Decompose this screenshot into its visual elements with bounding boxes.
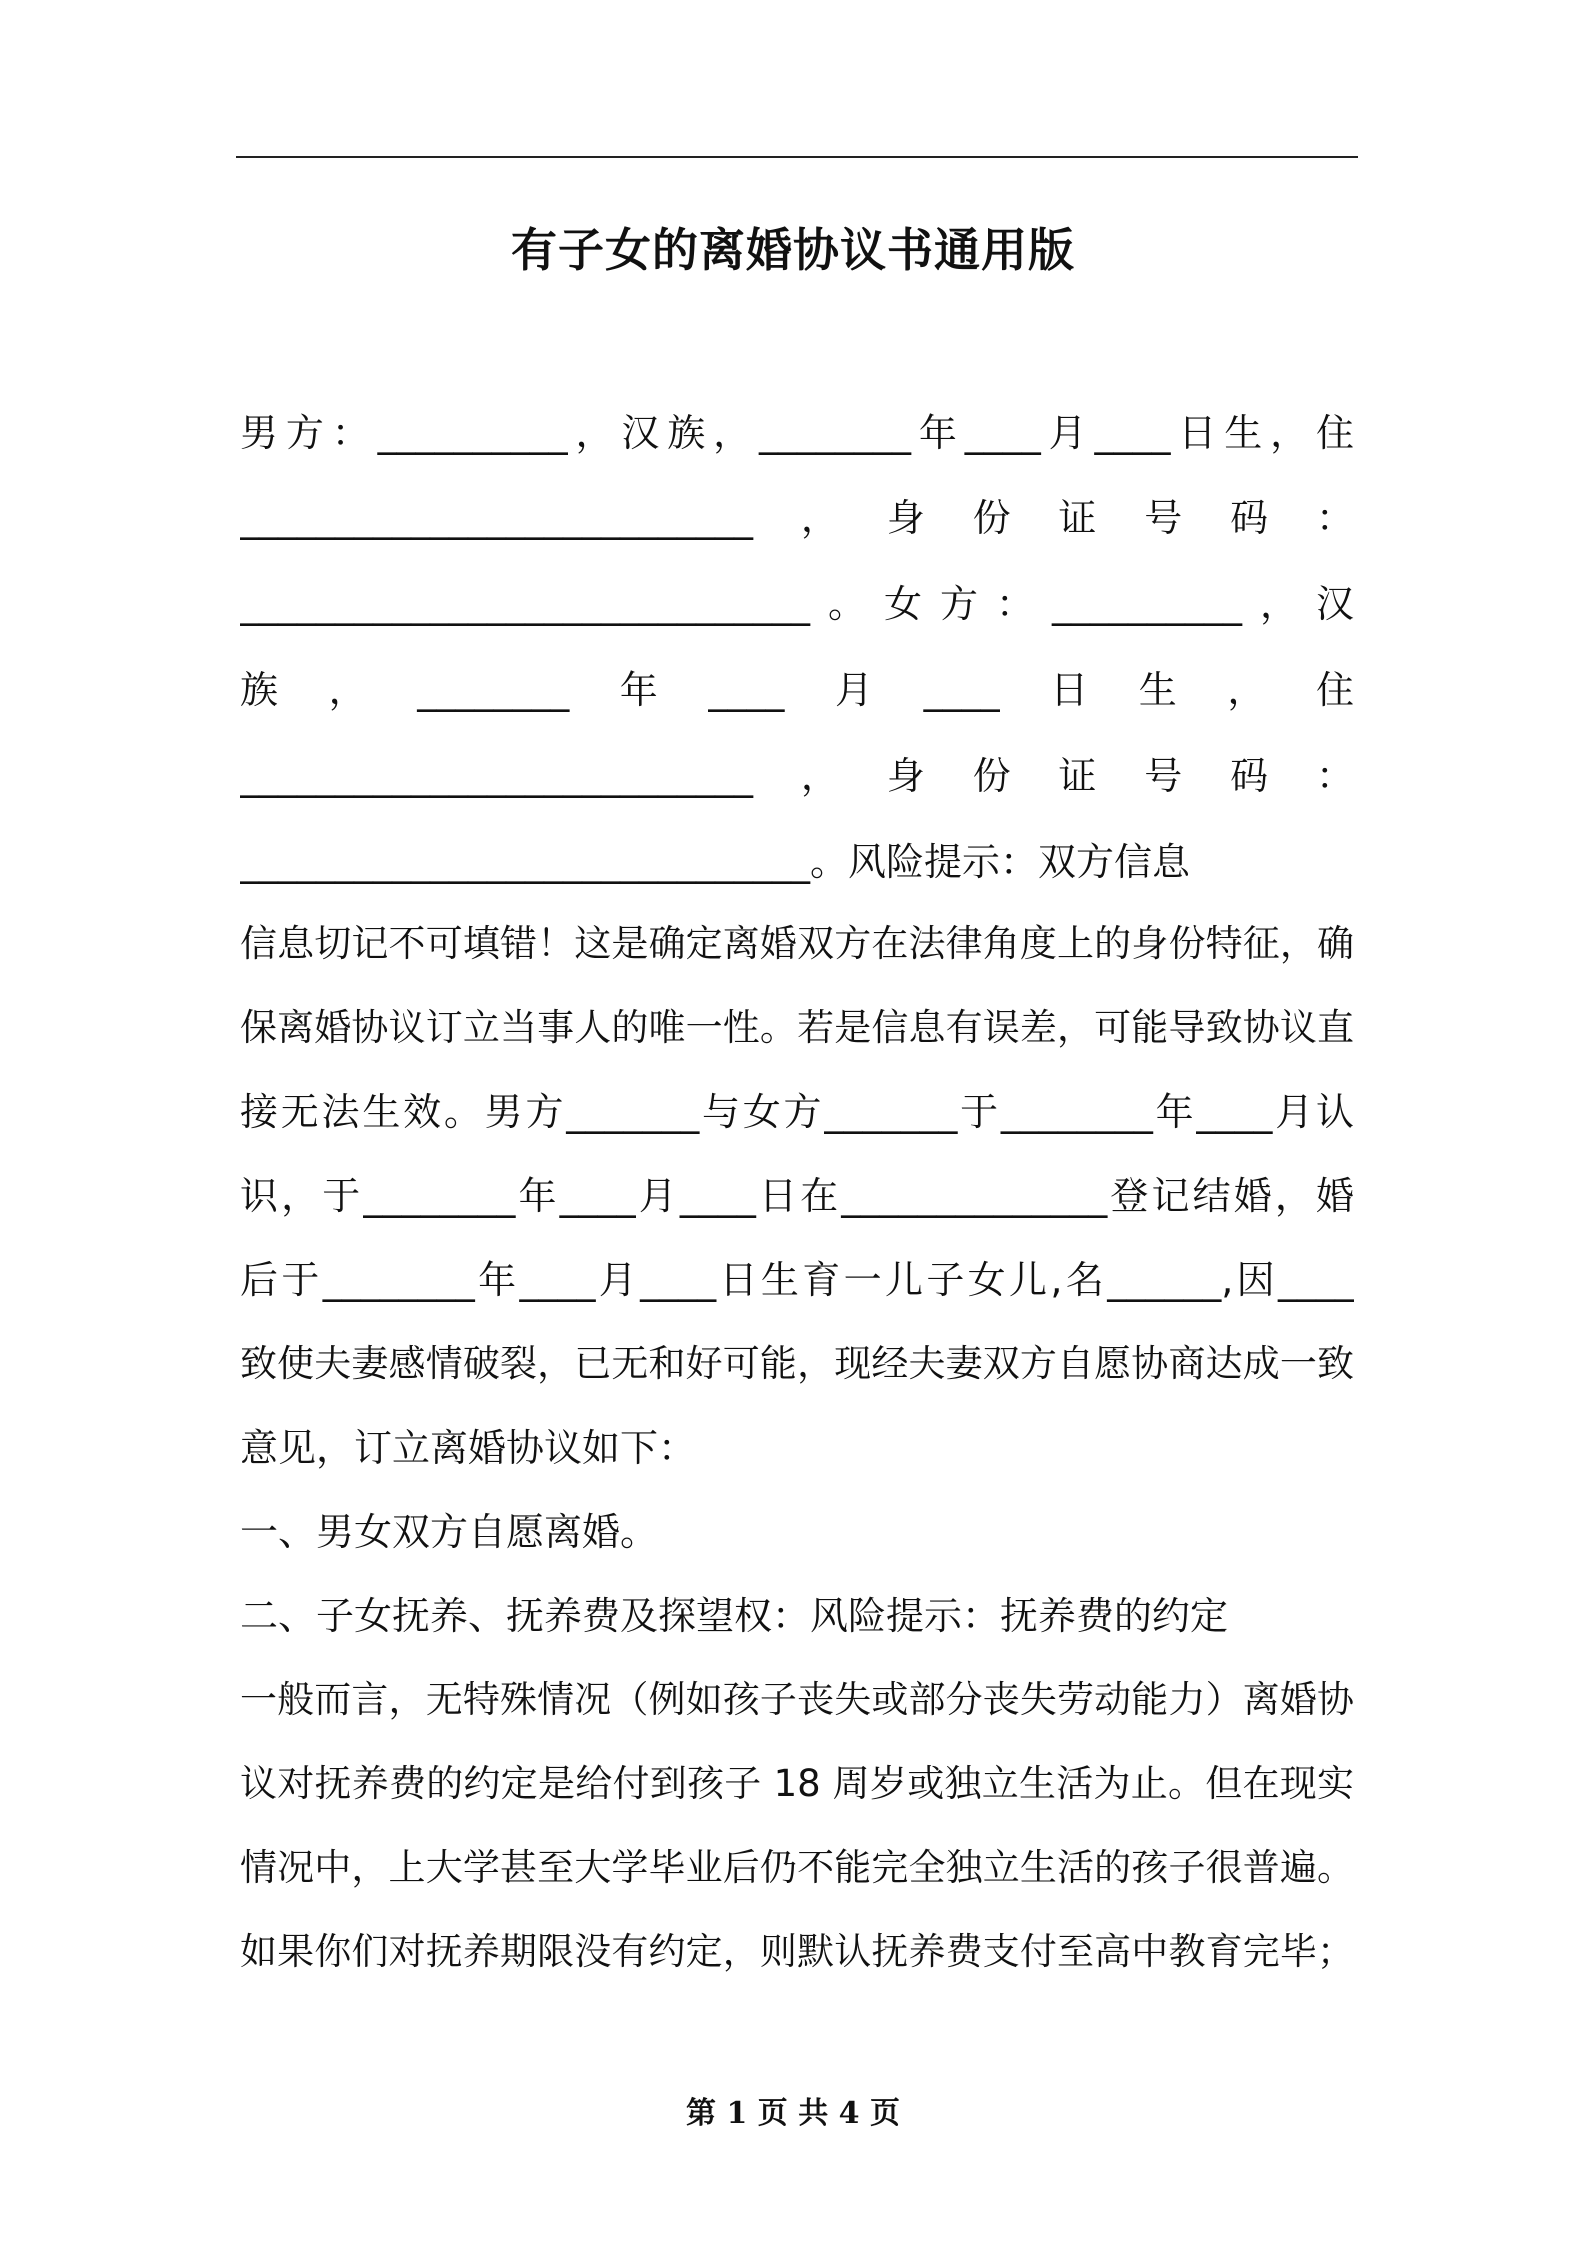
header-rule — [236, 156, 1358, 158]
body-line: 情况中，上大学甚至大学毕业后仍不能完全独立生活的孩子很普遍。 — [240, 1846, 1354, 1889]
body-line: 致使夫妻感情破裂，已无和好可能，现经夫妻双方自愿协商达成一致 — [240, 1342, 1354, 1385]
body-line: 保离婚协议订立当事人的唯一性。若是信息有误差，可能导致协议直 — [240, 1006, 1354, 1049]
body-line: 意见，订立离婚协议如下： — [240, 1426, 697, 1470]
clause-heading: 一、男女双方自愿离婚。 — [240, 1510, 659, 1554]
body-line: 议对抚养费的约定是给付到孩子 18 周岁或独立生活为止。但在现实 — [240, 1762, 1354, 1805]
body-line: ______________________________。女方：__________，汉 — [240, 582, 1354, 626]
page-number: 第 1 页 共 4 页 — [686, 2096, 900, 2131]
body-line: 一般而言，无特殊情况（例如孩子丧失或部分丧失劳动能力）离婚协 — [240, 1678, 1354, 1721]
body-line: ______________________________。风险提示：双方信息 — [240, 840, 1191, 884]
body-line: 后于________年____月____日生育一儿子女儿,名______,因____ — [240, 1258, 1354, 1302]
body-line: 识，于________年____月____日在______________登记结婚，婚 — [240, 1174, 1354, 1218]
clause-heading: 二、子女抚养、抚养费及探望权：风险提示：抚养费的约定 — [240, 1594, 1229, 1638]
body-line: ___________________________，身份证号码： — [240, 754, 1354, 798]
body-line: 男方：__________，汉族，________年____月____日生，住 — [240, 411, 1354, 455]
body-line: 族，________年____月____日生，住 — [240, 668, 1354, 712]
body-line: 如果你们对抚养期限没有约定，则默认抚养费支付至高中教育完毕； — [240, 1930, 1354, 1973]
body-line: 信息切记不可填错！这是确定离婚双方在法律角度上的身份特征，确 — [240, 922, 1354, 965]
document-title: 有子女的离婚协议书通用版 — [511, 223, 1075, 277]
body-line: 接无法生效。男方_______与女方_______于________年____月认 — [240, 1090, 1354, 1134]
body-line: ___________________________，身份证号码： — [240, 496, 1354, 540]
